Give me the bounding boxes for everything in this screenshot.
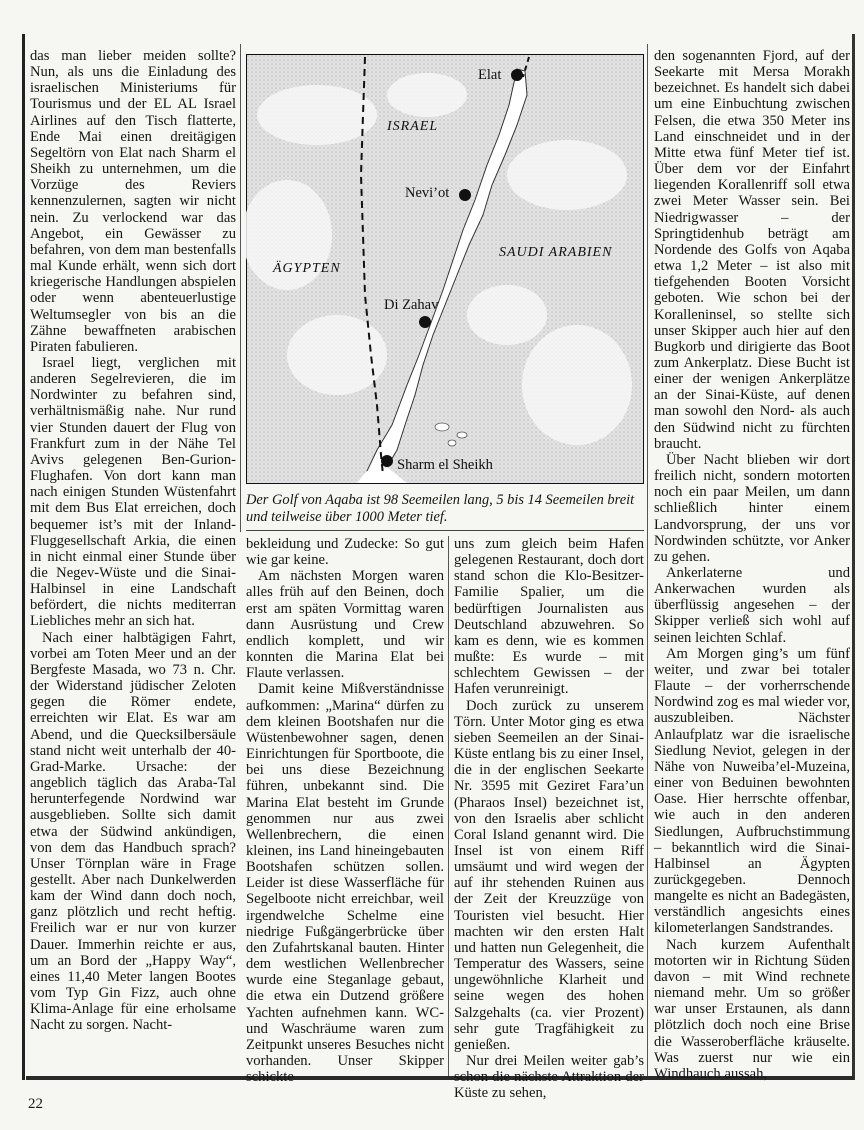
paragraph: Nach einer halbtägigen Fahrt, vorbei am Toten Meer und an der Bergfeste Masada, wo 73 n. Chr. der Widerstand jüdischer Zeloten gegen die Römer endete, erreichten wir Elat. Es war am Abend, und die Quecksilbersäule stand nicht weit unterhalb der 40-Grad-Marke. Ursache: der angeblich täglich das Araba-Tal herunterfegende Nordwind war ausgeblieben. Sollte sich damit etwa der Südwind ankündigen, von dem das Handbuch sprach? Unser Törnplan wäre in Frage gestellt. Aber nach Dunkelwerden kam der Wind dann doch noch, ganz plötzlich und recht heftig. Freilich war er nur von kurzer Dauer. Immerhin reichte er aus, um an Bord der „Happy Way“, eines 11,40 Meter langen Bootes vom Typ Gin Fizz, auch ohne Klima-Anlage für eine erholsame Nacht zu sorgen. Nacht- (30, 629, 236, 1034)
label-elat: Elat (478, 67, 502, 83)
paragraph: Israel liegt, verglichen mit anderen Segelrevieren, die im Nordwinter zu befahren sind, verhältnismäßig nahe. Nur rund vier Stunden dauert der Flug von Frankfurt zum in der Nähe Tel Avivs gelegenen Ben-Gurion-Flughafen. Von dort kann man nach einigen Stunden Wüstenfahrt mit dem Bus Elat erreichen, doch bequemer ist’s mit der Inland-Fluggesellschaft Arkia, die einen in nicht einmal einer Stunde über die Negev-Wüste und die Sinai-Halbinsel in eine Landschaft befördert, die nichts mediterran Liebliches mehr an sich hat. (30, 354, 236, 630)
article-column-1 (30, 48, 236, 1078)
column-rule (240, 44, 241, 532)
paragraph: den sogenannten Fjord, auf der Seekarte mit Mersa Morakh bezeichnet. Es handelt sich dabei um eine Einbuchtung zwischen Felsen, die etwa 350 Meter ins Land einschneidet und in der Mitte etwa fünf Meter tief ist. Über dem vor der Einfahrt liegenden Korallenriff soll etwa zwei Meter Wasser sein. Bei Niedrigwasser – der Springtidenhub beträgt am Nordende des Golfs von Aqaba etwa 1,2 Meter – ist also mit tiefgehenden Booten Vorsicht geboten. Wie schon bei der Koralleninsel, so stellte sich unser Skipper auch hier auf den Bugkorb und dirigierte das Boot zum Ankerplatz. Diese Bucht ist einer der wenigen Ankerplätze an der Sinai-Küste, auf denen man sowohl den Nord- als auch den Südwind nicht zu fürchten braucht. (654, 48, 850, 452)
paragraph: Ankerlaterne und Ankerwachen wurden als überflüssig angesehen – der Skipper verließ sich wohl auf seinen leichten Schlaf. (654, 565, 850, 646)
gulf-of-aqaba-map (246, 54, 644, 484)
column-rule (448, 536, 449, 1076)
label-aegypten: ÄGYPTEN (273, 261, 341, 276)
paragraph: das man lieber meiden sollte? Nun, als uns die Einladung des israelischen Ministeriums für Tourismus und der EL AL Israel Airlines auf den Tisch flatterte, Ende Mai einen dreitägigen Segeltörn von Elat nach Sharm el Sheikh zu unternehmen, um die Vorzüge des Reviers kennenzulernen, sagten wir nicht nein. Zu verlockend war das Angebot, ein Gewässer zu befahren, von dem man bestenfalls mal Kunde erhält, wenn sich dort kriegerische Handlungen abspielen oder wenn abenteuerlustige Weltumsegler von bis an die Zähne bewaffneten arabischen Piraten fabulieren. (30, 48, 236, 355)
article-column-2 (246, 536, 444, 1086)
paragraph: Damit keine Mißverständnisse aufkommen: „Marina“ dürfen zu dem kleinen Bootshafen nur die Wüstenbewohner sagen, denen Einrichtungen für Sportboote, die bei uns diese Bezeichnung führen, unbekannt sind. Die Marina Elat besteht im Grunde genommen nur aus zwei Wellenbrechern, die einen kleinen, ins Land hineingebauten Bootshafen schützen sollen. Leider ist diese Wasserfläche für Segelboote nicht erreichbar, weil irgendwelche Schelme eine niedrige Fußgängerbrücke über den Zufahrtskanal bauten. Hinter dem westlichen Wellenbrecher wurde eine Steganlage gebaut, die etwa ein Dutzend größere Yachten aufnehmen kann. WC- und Waschräume waren zum Zeitpunkt unseres Besuches nicht vorhanden. Unser Skipper schickte (246, 681, 444, 1086)
paragraph: uns zum gleich beim Hafen gelegenen Restaurant, doch dort stand schon die Klo-Besitzer-Familie Spalier, um die bedürftigen Journalisten aus Deutschland abzuwehren. So kam es denn, wie es kommen mußte: Es wurde – mit schlechtem Gewissen – der Hafen verunreinigt. (454, 536, 644, 698)
column-rule (647, 44, 648, 1076)
paragraph: Am Morgen ging’s um fünf weiter, und zwar bei totaler Flaute – der vorherrschende Nordwind zog es mal wieder vor, auszubleiben. Nächster Anlaufplatz war die israelische Siedlung Neviot, gelegen in der Nähe von Nuweiba’el-Muzeina, einer von Beduinen bewohnten Oase. Hier herrschte offenbar, wie auch in den anderen Siedlungen, Aufbruchstimmung – bekanntlich wird die Sinai-Halbinsel an Ägypten zurückgegeben. Dennoch mangelte es nicht an Badegästen, verständlich angesichts eines kilometerlangen Sandstrandes. (654, 645, 850, 937)
map-caption: Der Golf von Aqaba ist 98 Seemeilen lang, 5 bis 14 Seemeilen breit und teilweise über 1000 Meter tief. (246, 492, 635, 525)
article-column-3 (454, 536, 644, 1102)
paragraph: Doch zurück zu unserem Törn. Unter Motor ging es etwa sieben Seemeilen an der Sinai-Küste entlang bis zu einer Insel, die in der englischen Seekarte Nr. 3595 mit Geziret Fara’un (Pharaos Insel) bezeichnet ist, von den Israelis aber schlicht Coral Island genannt wird. Die Insel ist von einem Riff umsäumt und wird wegen der auf ihr stehenden Ruinen aus der Zeit der Kreuzzüge von Touristen viel besucht. Hier machten wir den ersten Halt und hatten nun Gelegenheit, die Temperatur des Wassers, seine ungewöhnliche Klarheit und seine wegen des hohen Salzgehalts (ca. vier Prozent) sehr gute Tragfähigkeit zu genießen. (454, 697, 644, 1053)
label-di-zahav: Di Zahav (384, 297, 439, 313)
caption-rule (246, 530, 644, 531)
label-sharm-el-sheikh: Sharm el Sheikh (397, 457, 493, 473)
label-israel: ISRAEL (387, 119, 439, 134)
page-edge-left (22, 34, 25, 1080)
paragraph: Über Nacht blieben wir dort freilich nicht, sondern motorten noch ein paar Meilen, um dann schließlich hinter einem Landvorsprung, der uns vor Nordwinden schützte, vor Anker zu gehen. (654, 451, 850, 565)
page-edge-right (852, 34, 855, 1080)
paragraph: Nach kurzem Aufenthalt motorten wir in Richtung Süden davon – mit Wind rechnete niemand mehr. Um so größer war unser Erstaunen, als dann plötzlich doch noch eine Brise die Wasseroberfläche kräuselte. Was zuerst nur wie ein Windhauch aussah, (654, 936, 850, 1082)
paragraph: Nur drei Meilen weiter gab’s schon die nächste Attraktion der Küste zu sehen, (454, 1053, 644, 1102)
elat-marker (511, 69, 523, 81)
sharm-el-sheikh-marker (381, 455, 393, 467)
paragraph: Am nächsten Morgen waren alles früh auf den Beinen, doch erst am späten Vormittag waren dann Ausrüstung und Crew endlich komplett, und wir konnten die Marina Elat bei Flaute verlassen. (246, 568, 444, 682)
paragraph: bekleidung und Zudecke: So gut wie gar keine. (246, 536, 444, 569)
di-zahav-marker (419, 316, 431, 328)
neviot-marker (459, 189, 471, 201)
label-neviot: Nevi’ot (405, 185, 450, 201)
label-saudi-arabien: SAUDI ARABIEN (499, 245, 613, 260)
page-number: 22 (28, 1096, 43, 1112)
article-column-4 (654, 48, 850, 1082)
